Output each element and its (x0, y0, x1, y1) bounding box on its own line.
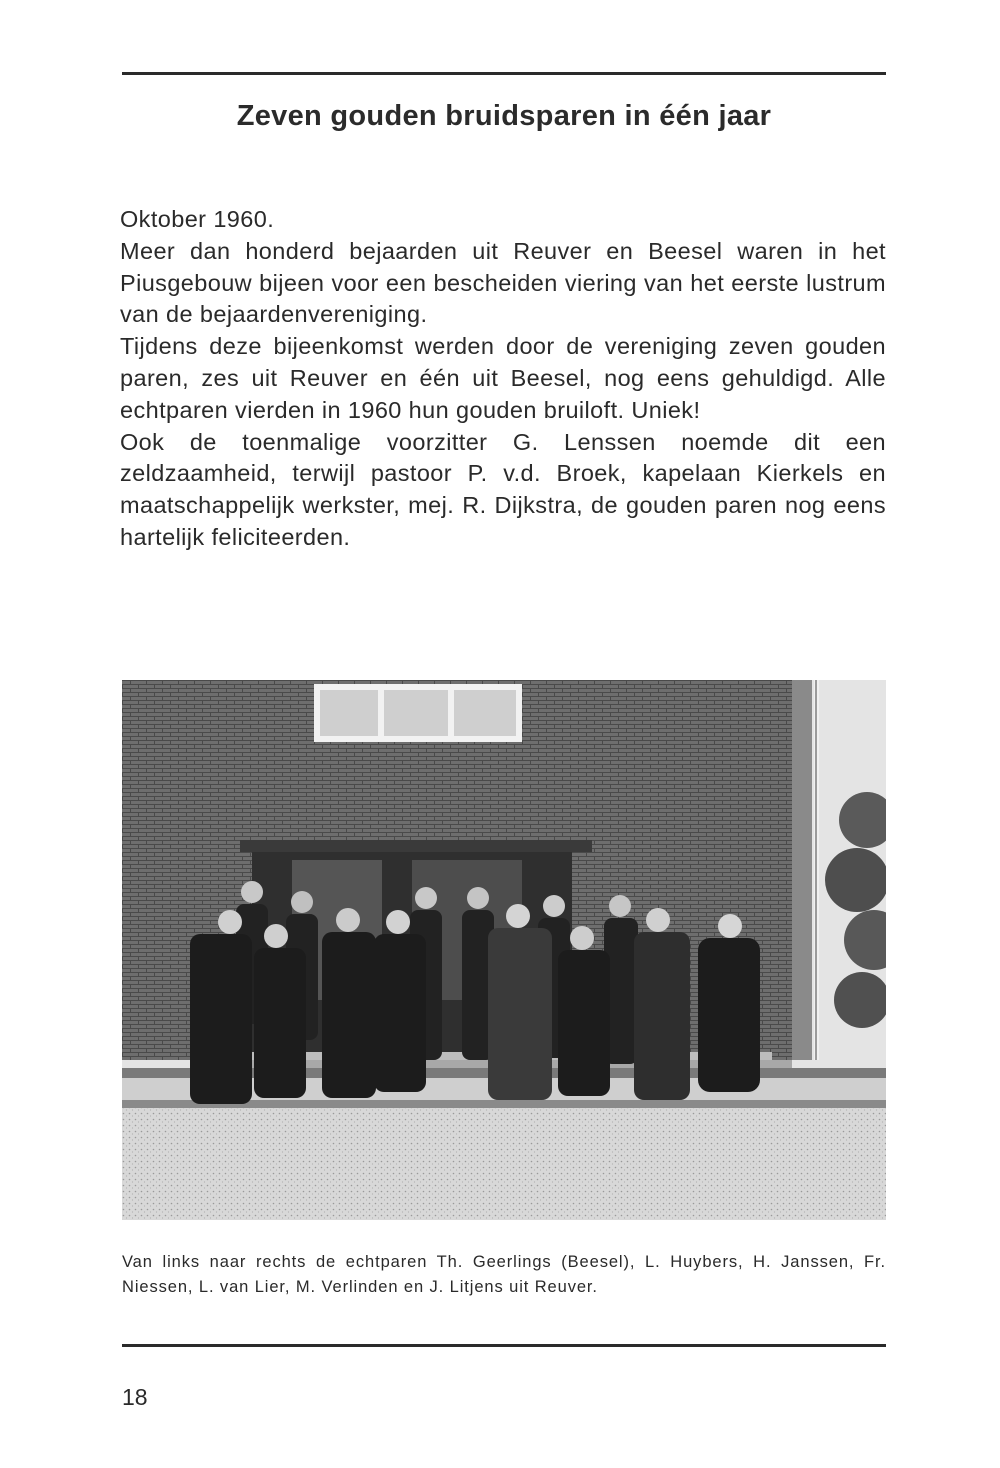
photo-caption: Van links naar rechts de echtparen Th. Geerlings (Beesel), L. Huybers, H. Janssen, Fr. Niessen, L. van Lier, M. Verlinden en J. Litjens uit Reuver. (122, 1253, 886, 1296)
article-title: Zeven gouden bruidsparen in één jaar (236, 100, 772, 132)
article-paragraph-date: Oktober 1960. (120, 206, 275, 232)
group-photo (122, 680, 886, 1220)
article-paragraph: Tijdens deze bijeenkomst werden door de vereniging zeven gouden paren, zes uit Reuver en één uit Beesel, nog eens gehuldigd. Alle echtparen vierden in 1960 hun gouden bruiloft. Uniek! (120, 333, 886, 423)
bottom-rule (122, 1344, 886, 1347)
article-body (120, 204, 886, 554)
top-rule (122, 72, 886, 75)
article-paragraph: Ook de toenmalige voorzitter G. Lenssen noemde dit een zeldzaamheid, terwijl pastoor P. v.d. Broek, kapelaan Kierkels en maatschappelijk werkster, mej. R. Dijkstra, de gouden paren nog eens hartelijk feliciteerden. (120, 428, 886, 550)
article-paragraph: Meer dan honderd bejaarden uit Reuver en Beesel waren in het Piusgebouw bijeen voor een bescheiden viering van het eerste lustrum van de bejaardenvereniging. (120, 237, 886, 328)
page-number: 18 (122, 1384, 148, 1410)
